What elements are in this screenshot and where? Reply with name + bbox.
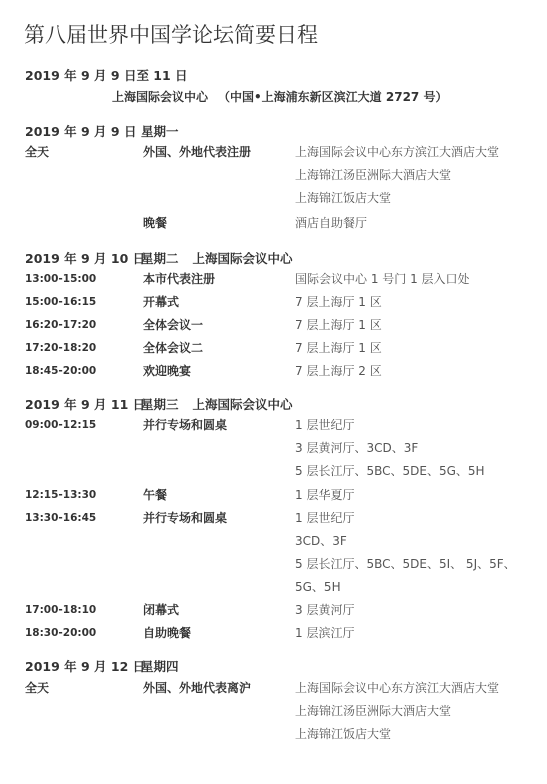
row-location: 1 层世纪厅 [295,511,355,525]
day-venue: 上海国际会议中心 [192,397,293,412]
schedule-row [25,576,535,598]
schedule-row [25,437,535,459]
schedule-row [25,187,535,209]
day-date: 2019 年 9 月 12 日 [25,659,146,674]
row-event: 并行专场和圆桌 [143,418,228,432]
row-location: 上海国际会议中心东方滨江大酒店大堂 [295,145,500,159]
venue-line [112,88,447,105]
schedule-row [25,599,535,621]
schedule-row [25,460,535,482]
row-time: 13:00-15:00 [25,273,97,285]
schedule-row [25,553,535,575]
row-event: 晚餐 [143,216,168,230]
row-event: 外国、外地代表离沪 [143,681,252,695]
row-time: 12:15-13:30 [25,489,97,501]
row-time: 17:20-18:20 [25,342,97,354]
row-location: 7 层上海厅 1 区 [295,318,382,332]
row-location: 5G、5H [295,580,341,594]
day-date: 2019 年 9 月 10 日 [25,251,146,266]
day-date: 2019 年 9 月 9 日 [25,124,137,139]
row-event: 外国、外地代表注册 [143,145,252,159]
schedule-row [25,414,535,436]
schedule-row [25,700,535,722]
row-location: 3 层黄河厅 [295,603,355,617]
day-header [25,395,293,413]
row-location: 7 层上海厅 1 区 [295,341,382,355]
schedule-row [25,530,535,552]
page-title: 第八届世界中国学论坛简要日程 [24,23,318,47]
row-time: 16:20-17:20 [25,319,97,331]
row-location: 1 层世纪厅 [295,418,355,432]
schedule-row [25,723,535,745]
row-event: 全体会议一 [143,318,204,332]
row-location: 1 层滨江厅 [295,626,355,640]
schedule-row [25,360,535,382]
row-time: 18:45-20:00 [25,365,97,377]
row-time: 13:30-16:45 [25,512,97,524]
row-time: 全天 [25,681,50,695]
row-location: 上海锦江饭店大堂 [295,727,392,741]
row-event: 午餐 [143,488,168,502]
row-event: 开幕式 [143,295,180,309]
row-location: 酒店自助餐厅 [295,216,368,230]
row-time: 全天 [25,145,50,159]
schedule-row [25,484,535,506]
row-location: 1 层华夏厅 [295,488,355,502]
schedule-row [25,622,535,644]
row-location: 5 层长江厅、5BC、5DE、5G、5H [295,464,485,478]
schedule-row [25,314,535,336]
schedule-row [25,507,535,529]
row-location: 3 层黄河厅、3CD、3F [295,441,419,455]
schedule-row [25,268,535,290]
schedule-row [25,337,535,359]
venue-address: （中国•上海浦东新区滨江大道 2727 号） [218,90,448,104]
row-location: 7 层上海厅 2 区 [295,364,382,378]
day-weekday: 星期四 [141,659,179,674]
row-location: 上海锦江饭店大堂 [295,191,392,205]
row-location: 上海锦江汤臣洲际大酒店大堂 [295,704,452,718]
row-location: 5 层长江厅、5BC、5DE、5I、 5J、5F、 [295,557,516,571]
day-header [25,657,179,675]
row-location: 国际会议中心 1 号门 1 层入口处 [295,272,470,286]
day-weekday: 星期三 [141,397,179,412]
date-range: 2019 年 9 月 9 日至 11 日 [25,68,188,83]
day-weekday: 星期二 [141,251,179,266]
venue-name: 上海国际会议中心 [112,90,209,104]
schedule-row [25,291,535,313]
schedule-row [25,141,535,163]
row-event: 自助晚餐 [143,626,192,640]
row-event: 全体会议二 [143,341,204,355]
day-header [25,249,293,267]
row-location: 上海锦江汤臣洲际大酒店大堂 [295,168,452,182]
row-time: 15:00-16:15 [25,296,97,308]
row-location: 3CD、3F [295,534,347,548]
day-header [25,122,179,140]
schedule-row [25,677,535,699]
row-time: 09:00-12:15 [25,419,97,431]
day-weekday: 星期一 [141,124,179,139]
row-event: 欢迎晚宴 [143,364,192,378]
day-venue: 上海国际会议中心 [192,251,293,266]
row-event: 闭幕式 [143,603,180,617]
schedule-row [25,164,535,186]
row-time: 18:30-20:00 [25,627,97,639]
row-event: 本市代表注册 [143,272,216,286]
row-location: 7 层上海厅 1 区 [295,295,382,309]
schedule-row [25,212,535,234]
row-location: 上海国际会议中心东方滨江大酒店大堂 [295,681,500,695]
row-event: 并行专场和圆桌 [143,511,228,525]
row-time: 17:00-18:10 [25,604,97,616]
day-date: 2019 年 9 月 11 日 [25,397,146,412]
